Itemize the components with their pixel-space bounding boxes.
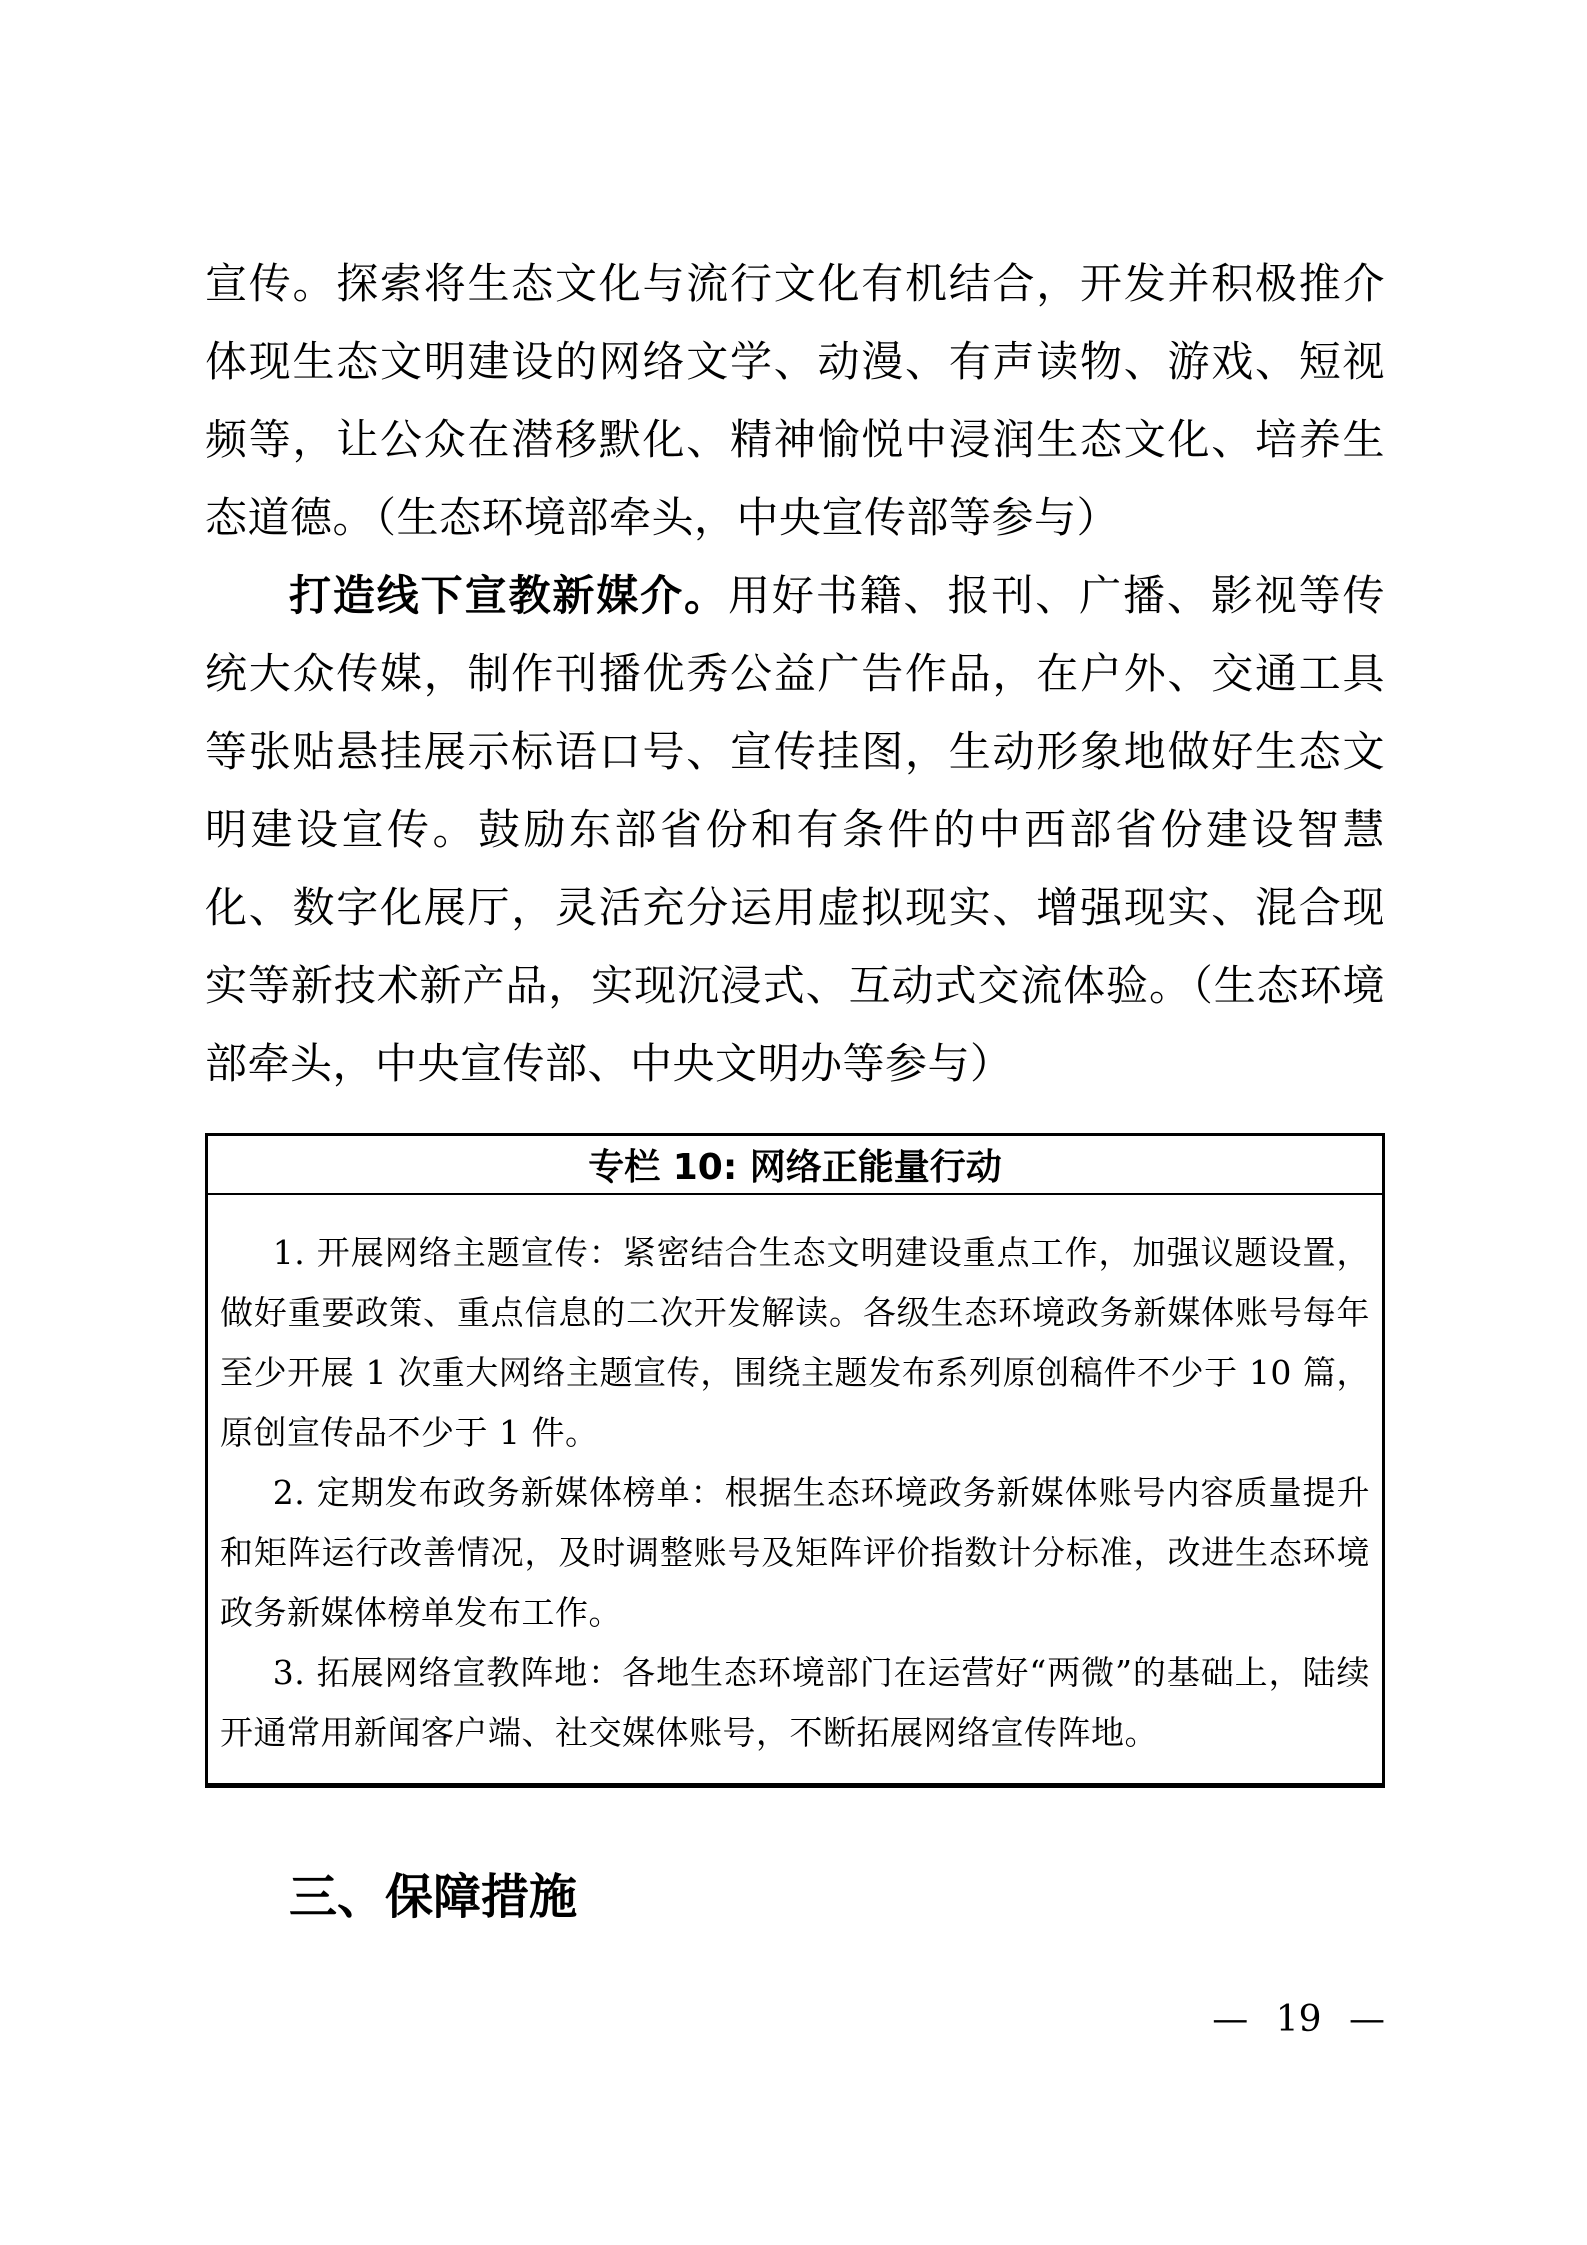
section-heading: 三、保障措施 [289,1869,578,1925]
paragraph-continued [205,245,1385,557]
box-item-3: 3. 拓展网络宣教阵地：各地生态环境部门在运营好“两微”的基础上，陆续开通常用新闻客户端、社交媒体账号，不断拓展网络宣传阵地。 [220,1653,1370,1752]
paragraph-text: 用好书籍、报刊、广播、影视等传统大众传媒，制作刊播优秀公益广告作品，在户外、交通工具等张贴悬挂展示标语口号、宣传挂图，生动形象地做好生态文明建设宣传。鼓励东部省份和有条件的中西部省份建设智慧化、数字化展厅，灵活充分运用虚拟现实、增强现实、混合现实等新技术新产品，实现沉浸式、互动式交流体验。（生态环境部牵头，中央宣传部、中央文明办等参与） [205,571,1385,1088]
spotlight-box-body [208,1195,1382,1783]
spotlight-box-10 [205,1133,1385,1788]
page-number: — 19 — [1212,1999,1385,2040]
box-item-2: 2. 定期发布政务新媒体榜单：根据生态环境政务新媒体账号内容质量提升和矩阵运行改善情况，及时调整账号及矩阵评价指数计分标准，改进生态环境政务新媒体榜单发布工作。 [220,1473,1370,1632]
document-content [205,245,1385,1926]
spotlight-box-title: 专栏 10: 网络正能量行动 [208,1136,1382,1195]
paragraph-bold-lead: 打造线下宣教新媒介。 [289,571,728,620]
box-item-1: 1. 开展网络主题宣传：紧密结合生态文明建设重点工作，加强议题设置，做好重要政策、重点信息的二次开发解读。各级生态环境政务新媒体账号每年至少开展 1 次重大网络主题宣传，围绕主题发布系列原创稿件不少于 10 篇，原创宣传品不少于 1 件。 [220,1233,1370,1452]
paragraph-offline-media [205,557,1385,1103]
paragraph-text: 宣传。探索将生态文化与流行文化有机结合，开发并积极推介体现生态文明建设的网络文学、动漫、有声读物、游戏、短视频等，让公众在潜移默化、精神愉悦中浸润生态文化、培养生态道德。（生态环境部牵头，中央宣传部等参与） [205,259,1385,542]
